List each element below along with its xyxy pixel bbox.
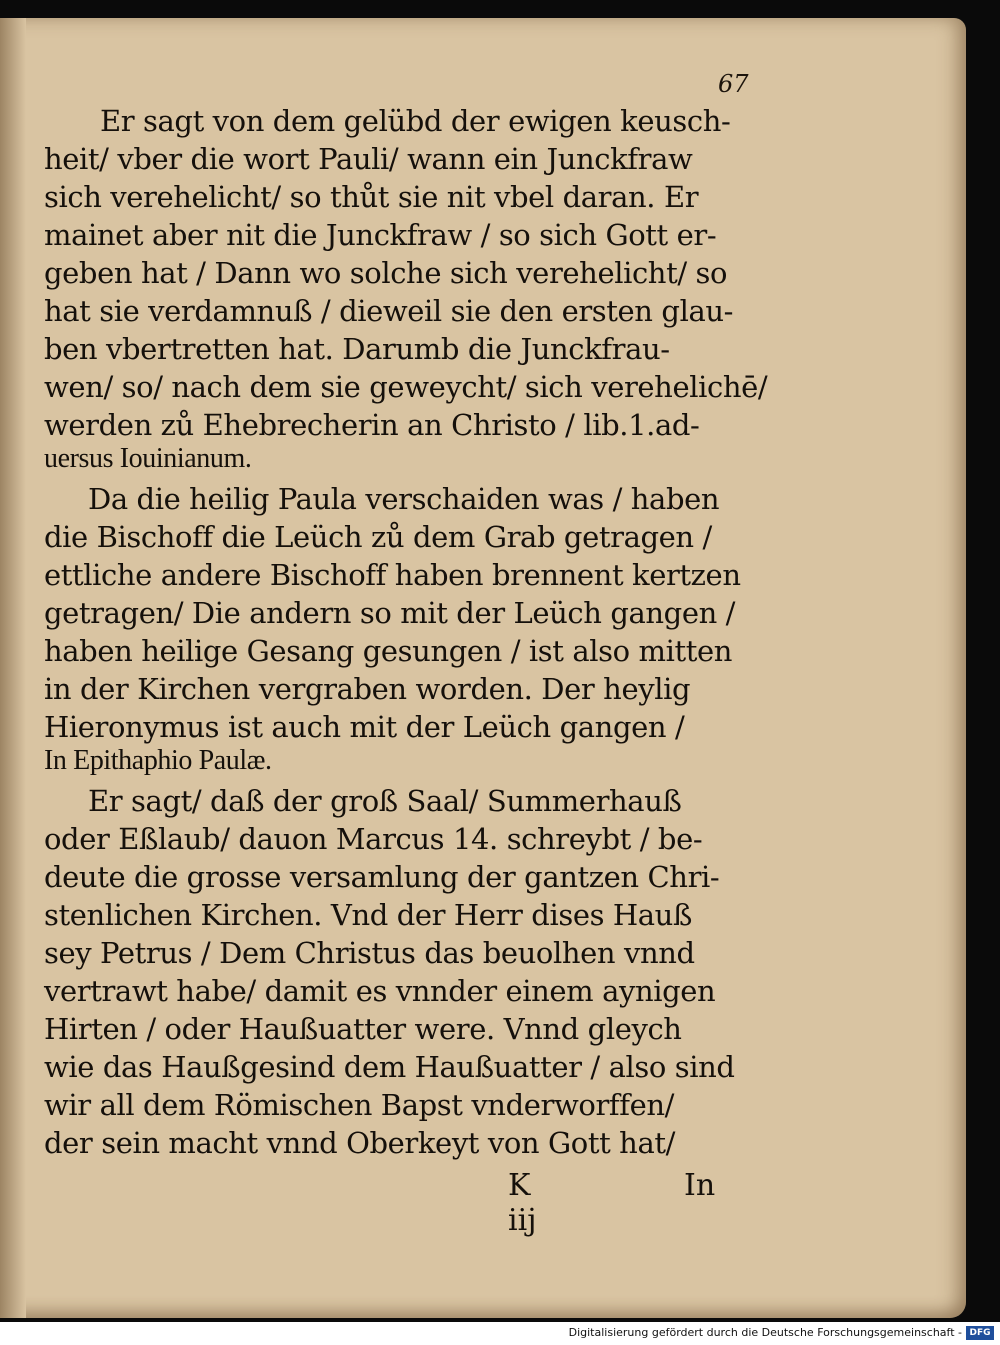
text-line: Er sagt von dem gelübd der ewigen keusch- xyxy=(100,104,731,138)
latin-reference: In Epithaphio Paulæ. xyxy=(44,745,272,776)
text-line: oder Eßlaub/ dauon Marcus 14. schreybt / be- xyxy=(44,822,703,856)
book-page xyxy=(0,18,966,1318)
text-line: wie das Haußgesind dem Haußuatter / also sind xyxy=(44,1050,735,1084)
text-line: sich verehelicht/ so thůt sie nit vbel daran. Er xyxy=(44,180,699,214)
digitization-footer xyxy=(0,1322,1000,1345)
funding-credit: Digitalisierung gefördert durch die Deutsche Forschungsgemeinschaft - xyxy=(568,1326,962,1339)
dfg-logo-icon: DFG xyxy=(966,1326,994,1340)
text-line: stenlichen Kirchen. Vnd der Herr dises Hauß xyxy=(44,898,692,932)
folio-number: 67 xyxy=(718,70,749,98)
text-line: ettliche andere Bischoff haben brennent kertzen xyxy=(44,558,741,592)
text-line: die Bischoff die Leüch zů dem Grab getragen / xyxy=(44,520,712,554)
text-line: wir all dem Römischen Bapst vnderworffen/ xyxy=(44,1088,674,1122)
text-line: Hieronymus ist auch mit der Leüch gangen / xyxy=(44,710,685,744)
text-line: sey Petrus / Dem Christus das beuolhen vnnd xyxy=(44,936,695,970)
text-line: ben vbertretten hat. Darumb die Junckfrau- xyxy=(44,332,670,366)
text-line: geben hat / Dann wo solche sich verehelicht/ so xyxy=(44,256,728,290)
text-line: Er sagt/ daß der groß Saal/ Summerhauß xyxy=(88,784,682,818)
signature-mark: K iij xyxy=(508,1168,537,1238)
text-line: haben heilige Gesang gesungen / ist also mitten xyxy=(44,634,733,668)
page-gutter-shadow xyxy=(0,18,26,1318)
text-line: hat sie verdamnuß / dieweil sie den ersten glau- xyxy=(44,294,734,328)
latin-reference: uersus Iouinianum. xyxy=(44,443,252,474)
catchword: In xyxy=(684,1168,716,1203)
text-line: der sein macht vnnd Oberkeyt von Gott hat/ xyxy=(44,1126,675,1160)
text-line: mainet aber nit die Junckfraw / so sich Gott er- xyxy=(44,218,717,252)
text-line: deute die grosse versamlung der gantzen Chri- xyxy=(44,860,720,894)
text-line: werden zů Ehebrecherin an Christo / lib.1.ad- xyxy=(44,408,700,442)
text-line: in der Kirchen vergraben worden. Der heylig xyxy=(44,672,691,706)
text-line: vertrawt habe/ damit es vnnder einem aynigen xyxy=(44,974,716,1008)
text-line: heit/ vber die wort Pauli/ wann ein Junckfraw xyxy=(44,142,693,176)
text-line: getragen/ Die andern so mit der Leüch gangen / xyxy=(44,596,736,630)
text-line: Da die heilig Paula verschaiden was / haben xyxy=(88,482,720,516)
text-line: wen/ so/ nach dem sie geweycht/ sich verehelichē/ xyxy=(44,370,768,404)
text-line: Hirten / oder Haußuatter were. Vnnd gleych xyxy=(44,1012,682,1046)
